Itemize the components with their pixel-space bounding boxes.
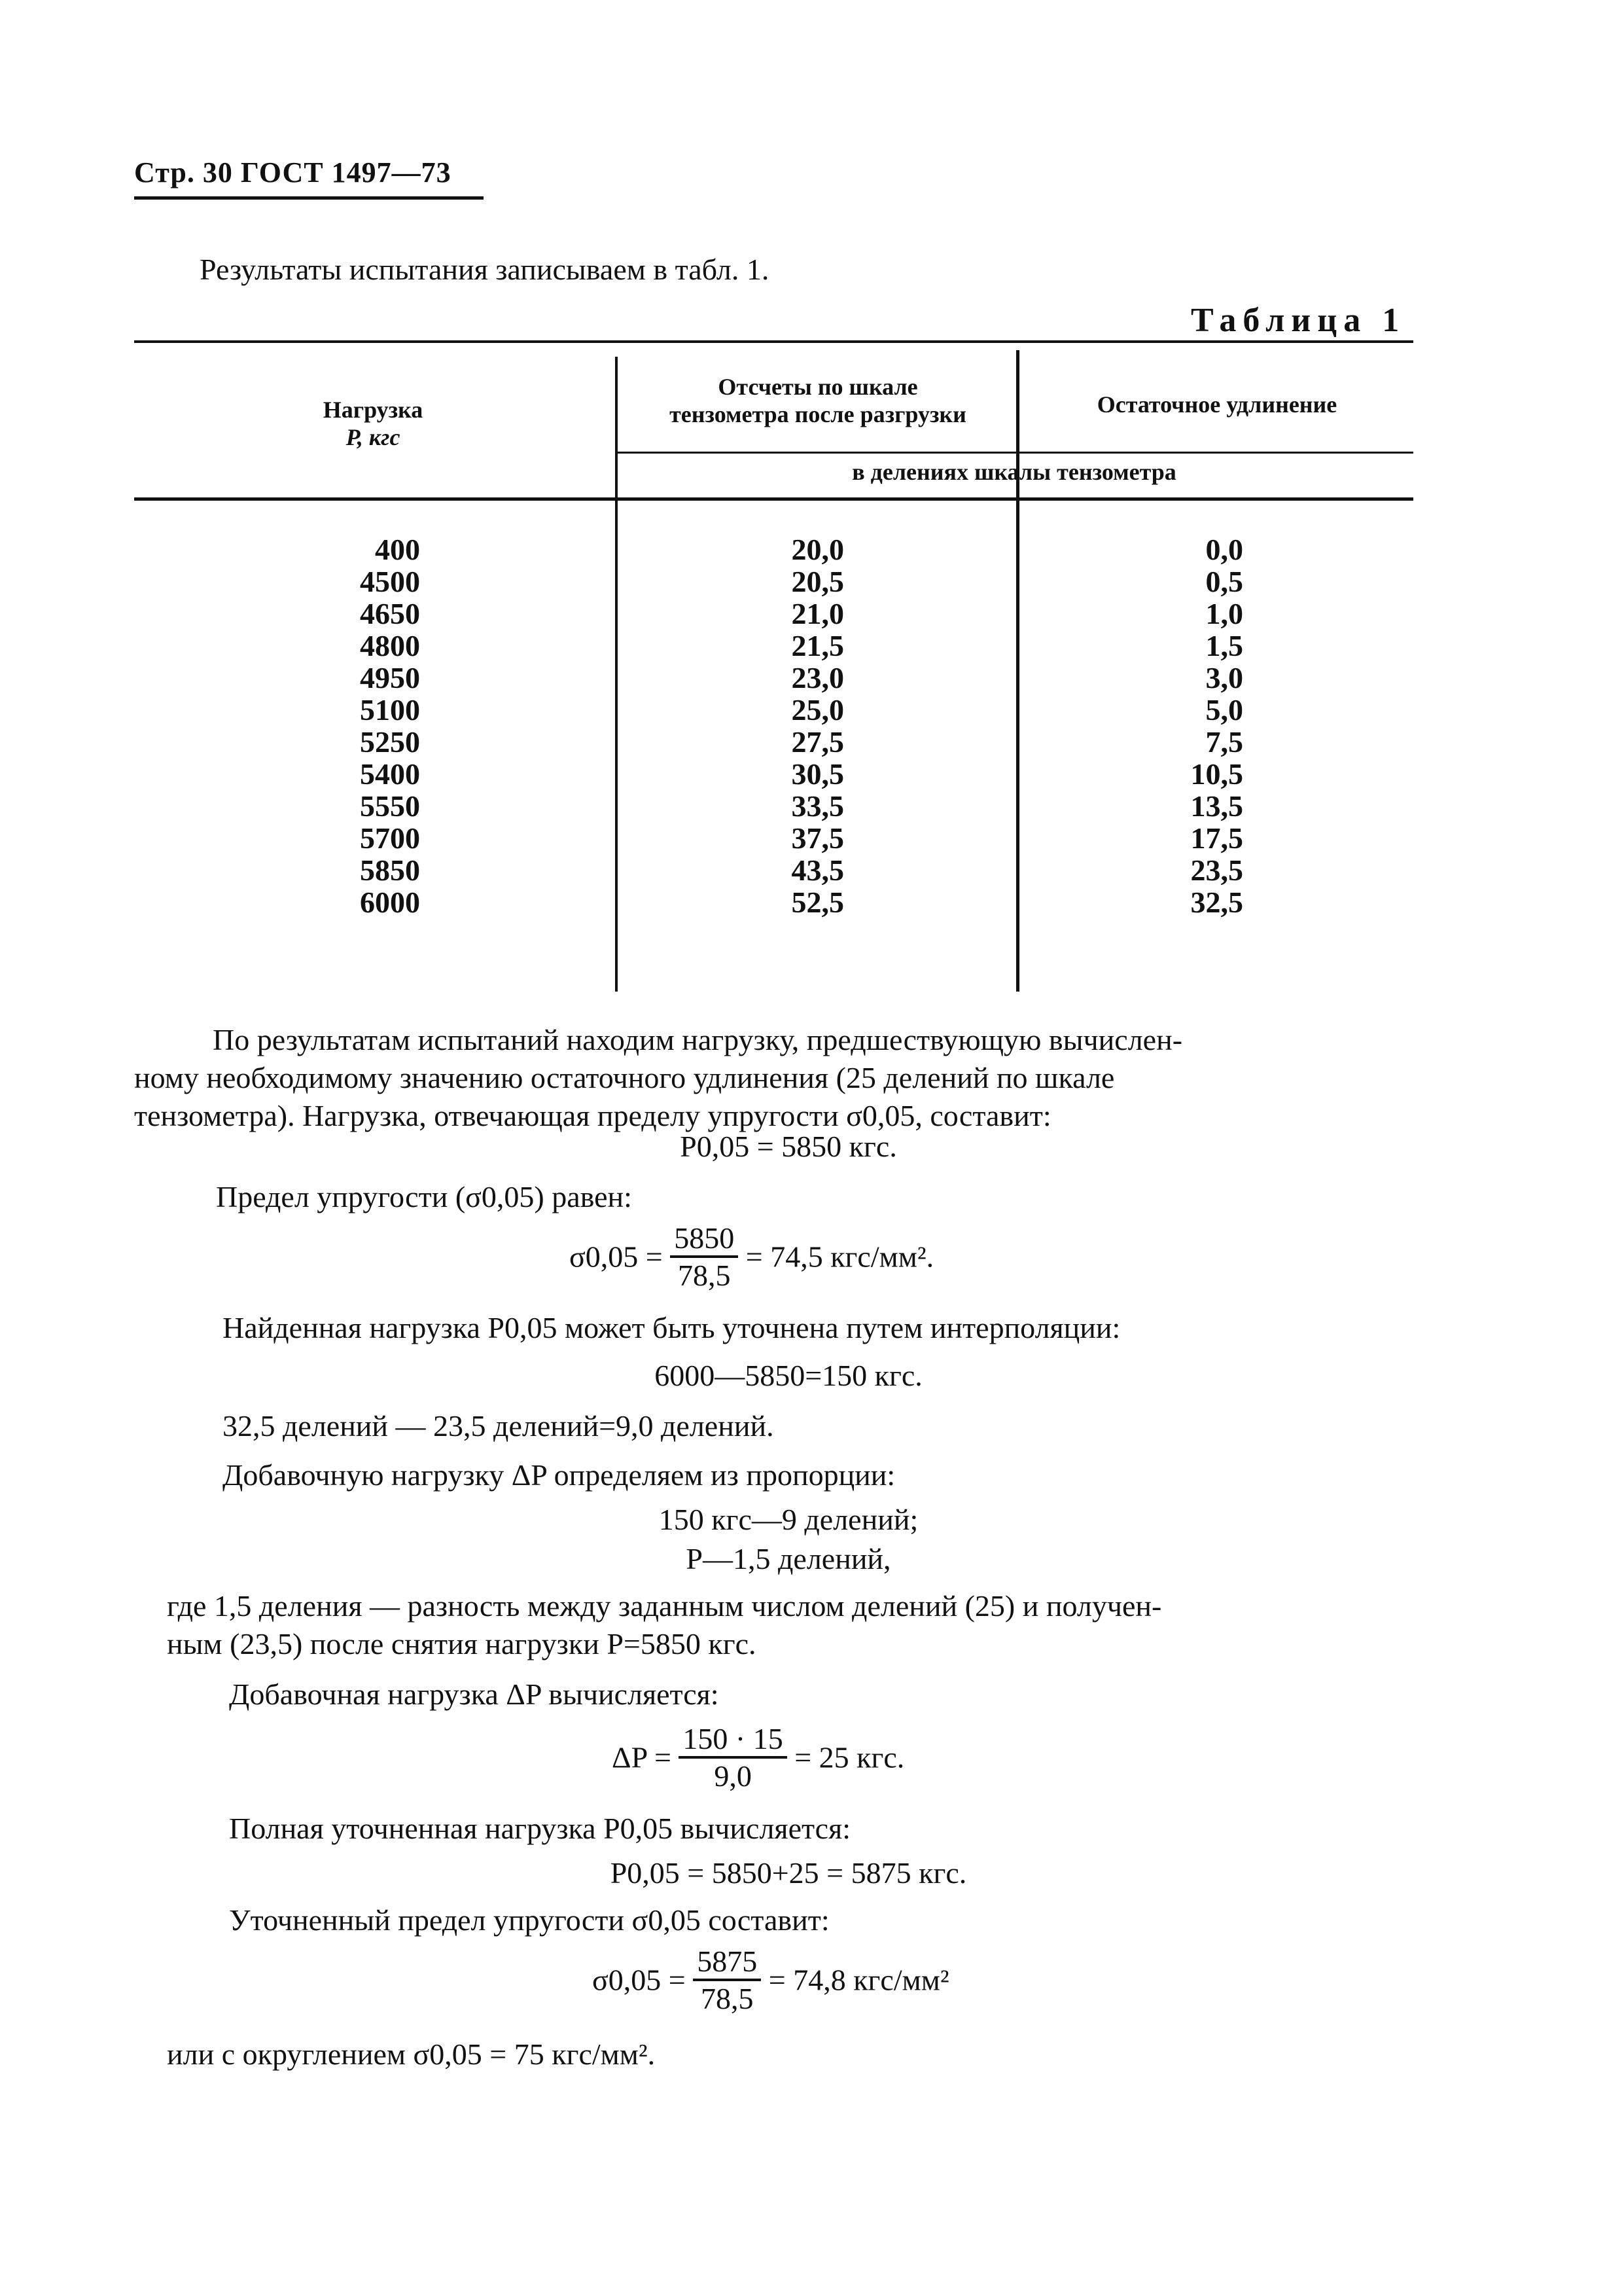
reading-cell: 33,5	[791, 789, 844, 823]
col-reading-header-line2: тензометра после разгрузки	[669, 401, 966, 427]
col-load-header	[249, 396, 497, 451]
table-header-bottom-rule	[134, 497, 1413, 501]
reading-cell: 21,0	[791, 597, 844, 630]
load-cell: 400	[375, 533, 420, 566]
elongation-cell: 13,5	[1190, 789, 1243, 823]
elongation-cell: 1,0	[1205, 597, 1243, 630]
table-vline-2	[1016, 350, 1019, 992]
elongation-cell: 7,5	[1205, 725, 1243, 759]
p5-line1: где 1,5 деления — разность между заданным числом делений (25) и получен-	[167, 1589, 1162, 1623]
load-cell: 4800	[360, 629, 420, 662]
f7-numerator: 150 · 15	[679, 1721, 786, 1759]
paragraph-2: Предел упругости (σ0,05) равен:	[216, 1180, 632, 1213]
p1-line2: ному необходимому значению остаточного удлинения (25 делений по шкале	[134, 1061, 1115, 1094]
col-elongation-header: Остаточное удлинение	[1097, 391, 1337, 418]
elongation-cell: 10,5	[1190, 757, 1243, 791]
f9-fraction	[693, 1944, 761, 2016]
load-cell: 5700	[360, 821, 420, 855]
elongation-cell: 0,5	[1205, 565, 1243, 598]
reading-cell: 27,5	[791, 725, 844, 759]
header-rule	[134, 196, 484, 200]
table-vline-1	[615, 357, 618, 992]
f7-denominator: 9,0	[714, 1759, 752, 1793]
reading-cell: 30,5	[791, 757, 844, 791]
reading-cell: 20,0	[791, 533, 844, 566]
elongation-cell: 32,5	[1190, 886, 1243, 919]
intro-text: Результаты испытания записываем в табл. 1.	[200, 253, 769, 286]
units-header: в делениях шкалы тензометра	[852, 459, 1176, 485]
load-cell: 5550	[360, 789, 420, 823]
f2-right: = 74,5 кгс/мм².	[745, 1240, 934, 1274]
f9-right: = 74,8 кгс/мм²	[768, 1963, 949, 1997]
col-load-values	[327, 533, 420, 918]
reading-cell: 43,5	[791, 853, 844, 887]
reading-cell: 23,0	[791, 661, 844, 694]
f7-left: ΔP =	[612, 1740, 671, 1774]
paragraph-3: Найденная нагрузка P0,05 может быть уточнена путем интерполяции:	[222, 1311, 1121, 1344]
paragraph-6: Добавочная нагрузка ΔP вычисляется:	[229, 1677, 719, 1711]
paragraph-8: Уточненный предел упругости σ0,05 составит:	[229, 1903, 830, 1937]
load-cell: 4950	[360, 661, 420, 694]
load-cell: 5250	[360, 725, 420, 759]
p1-line3: тензометра). Нагрузка, отвечающая пределу упругости σ0,05, составит:	[134, 1099, 1051, 1132]
elongation-cell: 17,5	[1190, 821, 1243, 855]
load-cell: 4650	[360, 597, 420, 630]
f2-left: σ0,05 =	[569, 1240, 663, 1274]
col-load-header-line1: Нагрузка	[323, 397, 423, 423]
paragraph-7: Полная уточненная нагрузка P0,05 вычисляется:	[229, 1812, 851, 1845]
paragraph-4: Добавочную нагрузку ΔP определяем из пропорции:	[222, 1458, 896, 1492]
f9-numerator: 5875	[693, 1944, 761, 1981]
table-top-rule	[134, 340, 1413, 343]
f9-left: σ0,05 =	[592, 1963, 686, 1997]
elongation-cell: 23,5	[1190, 853, 1243, 887]
page-header: Стр. 30 ГОСТ 1497—73	[134, 156, 451, 188]
formula-sigma-2	[592, 1944, 949, 2016]
load-cell: 5400	[360, 757, 420, 791]
p1-line1: По результатам испытаний находим нагрузку, предшествующую вычислен-	[213, 1023, 1183, 1056]
elongation-cell: 1,5	[1205, 629, 1243, 662]
col-elongation-values	[1171, 533, 1243, 918]
col-reading-header-line1: Отсчеты по шкале	[718, 374, 918, 400]
f2-denominator: 78,5	[678, 1259, 731, 1292]
reading-cell: 21,5	[791, 629, 844, 662]
elongation-cell: 0,0	[1205, 533, 1243, 566]
load-cell: 5850	[360, 853, 420, 887]
formula-delta-p	[612, 1721, 904, 1793]
formula-proportion-2: P—1,5 делений,	[686, 1542, 891, 1575]
load-cell: 6000	[360, 886, 420, 919]
reading-cell: 52,5	[791, 886, 844, 919]
formula-p005: P0,05 = 5850 кгс.	[680, 1130, 897, 1163]
table-units-rule	[615, 452, 1413, 454]
f9-denominator: 78,5	[701, 1982, 754, 2015]
table-label: Таблица 1	[1191, 302, 1406, 339]
p5-line2: ным (23,5) после снятия нагрузки P=5850 кгс.	[167, 1627, 756, 1660]
load-cell: 4500	[360, 565, 420, 598]
formula-diff: 6000—5850=150 кгс.	[654, 1359, 923, 1392]
col-reading-header	[622, 373, 1014, 428]
reading-cell: 25,0	[791, 693, 844, 726]
reading-cell: 20,5	[791, 565, 844, 598]
f2-numerator: 5850	[670, 1221, 738, 1258]
formula-p005-refined: P0,05 = 5850+25 = 5875 кгс.	[610, 1856, 967, 1890]
f2-fraction	[670, 1221, 738, 1293]
f7-right: = 25 кгс.	[794, 1740, 905, 1774]
paragraph-9: или с округлением σ0,05 = 75 кгс/мм².	[167, 2037, 656, 2071]
formula-sigma-1	[569, 1221, 934, 1293]
col-reading-values	[772, 533, 844, 918]
f7-fraction	[679, 1721, 786, 1793]
load-cell: 5100	[360, 693, 420, 726]
elongation-cell: 3,0	[1205, 661, 1243, 694]
paragraph-1	[134, 1021, 1443, 1135]
reading-cell: 37,5	[791, 821, 844, 855]
formula-proportion-1: 150 кгс—9 делений;	[658, 1503, 919, 1536]
elongation-cell: 5,0	[1205, 693, 1243, 726]
formula-divisions: 32,5 делений — 23,5 делений=9,0 делений.	[222, 1409, 774, 1443]
col-load-header-line2: P, кгс	[345, 424, 400, 450]
paragraph-5	[167, 1587, 1449, 1663]
